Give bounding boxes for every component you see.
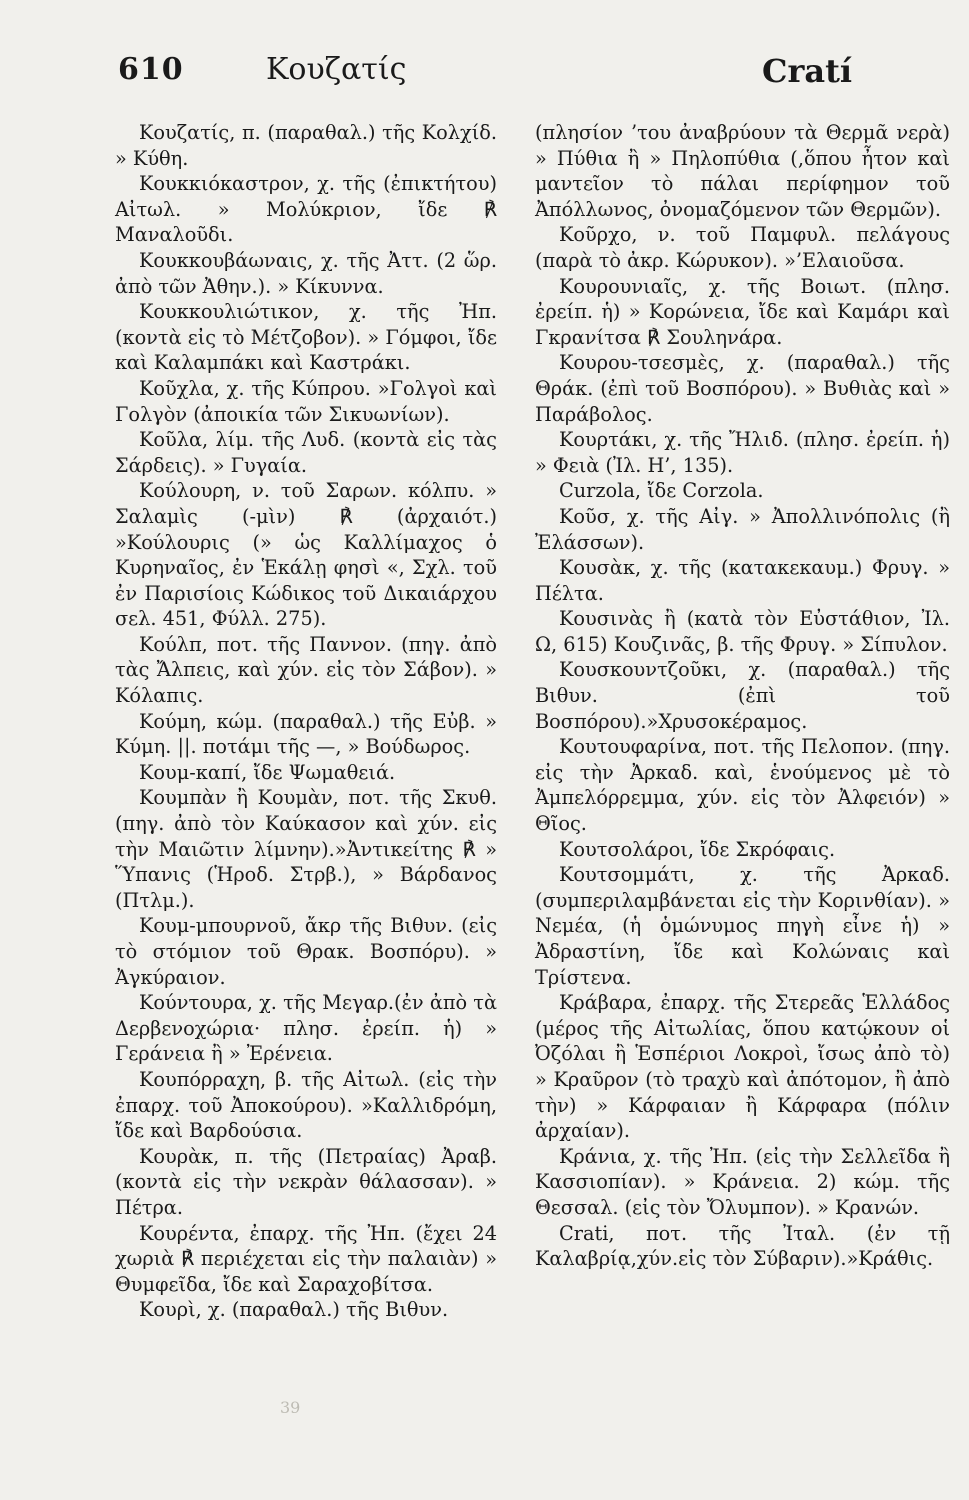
entry: Crati, ποτ. τῆς Ἰταλ. (ἐν τῇ Καλαβρίᾳ,χύν.εἰς τὸν Σύβαριν).»Κράθις. (535, 1221, 950, 1271)
entry: Κουπόρραχη, β. τῆς Αἰτωλ. (εἰς τὴν ἐπαρχ. τοῦ Ἀποκούρου). »Καλλιδρόμη, ἴδε καὶ Βαρδούσια. (115, 1067, 497, 1143)
entry: Κούλπ, ποτ. τῆς Παννον. (πηγ. ἀπὸ τὰς Ἄλπεις, καὶ χύν. εἰς τὸν Σάβον). » Κόλαπις. (115, 632, 497, 708)
entry: Κουκκουβάωναις, χ. τῆς Ἀττ. (2 ὥρ. ἀπὸ τῶν Ἀθην.). » Κίκυννα. (115, 248, 497, 298)
page-number: 610 (118, 52, 184, 87)
entry: Κουσκουντζοῦκι, χ. (παραθαλ.) τῆς Βιθυν. (ἐπὶ τοῦ Βοσπόρου).»Χρυσοκέραμος. (535, 658, 950, 733)
entry: Κουμ-μπουρνοῦ, ἄκρ τῆς Βιθυν. (εἰς τὸ στόμιον τοῦ Θρακ. Βοσπόρυ). » Ἀγκύραιον. (115, 914, 497, 989)
entry: Κουρου-τσεσμὲς, χ. (παραθαλ.) τῆς Θράκ. (ἐπὶ τοῦ Βοσπόρου). » Βυθιὰς καὶ » Παράβολος. (535, 351, 950, 426)
left-running-head: Κουζατίς (266, 52, 407, 87)
entry: Κουρέντα, ἐπαρχ. τῆς Ἠπ. (ἔχει 24 χωριὰ ℟ περιέχεται εἰς τὴν παλαιὰν) » Θυμφεῖδα, ἴδε καὶ Σαραχοβίτσα. (115, 1221, 497, 1296)
entry: Κουσὰκ, χ. τῆς (κατακεκαυμ.) Φρυγ. » Πέλτα. (535, 556, 950, 605)
entry: Κοῦχλα, χ. τῆς Κύπρου. »Γολγοὶ καὶ Γολγὸν (ἀποικία τῶν Σικυωνίων). (115, 376, 497, 426)
entry: Κουμπὰν ἢ Κουμὰν, ποτ. τῆς Σκυθ. (πηγ. ἀπὸ τὸν Καύκασον καὶ χύν. εἰς τὴν Μαιῶτιν λίμνην).»Ἀντικείτης ℟ » Ὕπανις (Ἡροδ. Στρβ.), » Βάρδανος (Πτλμ.). (115, 786, 497, 912)
entry: Κουτουφαρίνα, ποτ. τῆς Πελοπον. (πηγ. εἰς τὴν Ἀρκαδ. καὶ, ἑνούμενος μὲ τὸ Ἀμπελόρρεμμα, χύν. εἰς τὸν Ἀλφειόν) » Θῖος. (535, 735, 950, 836)
entry: Κουρουνιαῖς, χ. τῆς Βοιωτ. (πλησ. ἐρείπ. ἡ) » Κορώνεια, ἴδε καὶ Καμάρι καὶ Γκρανίτσα ℟ Σουληνάρα. (535, 274, 950, 349)
entry: Κοῦσ, χ. τῆς Αἰγ. » Ἀπολλινόπολις (ἢ Ἐλάσσων). (535, 504, 950, 554)
entry: Κουκκιόκαστρον, χ. τῆς (ἐπικτήτου) Αἰτωλ. » Μολύκριον, ἴδε ℟ Μαναλοῦδι. (115, 172, 497, 247)
entry: Κουρτάκι, χ. τῆς Ἤλιδ. (πλησ. ἐρείπ. ἡ) » Φειὰ (Ἰλ. Η’, 135). (535, 428, 950, 477)
entry: Κουρὶ, χ. (παραθαλ.) τῆς Βιθυν. (139, 1298, 449, 1322)
right-running-head: Cratí (762, 52, 852, 90)
entry: Κουτσολάροι, ἴδε Σκρόφαις. (559, 837, 836, 861)
entry: Κούλουρη, ν. τοῦ Σαρων. κόλπυ. » Σαλαμὶς (-μὶν) ℟ (ἀρχαιότ.) »Κούλουρις (» ὡς Καλλίμαχος ὁ Κυρηναῖος, ἐν Ἑκάλῃ φησὶ «, Σχλ. τοῦ ἐν Παρισίοις Κώδικος τοῦ Δικαιάρχου σελ. 451, Φύλλ. 275). (115, 479, 497, 631)
left-column (115, 120, 497, 1323)
entry: Κούντουρα, χ. τῆς Μεγαρ.(ἐν ἀπὸ τὰ Δερβενοχώρια· πλησ. ἐρείπ. ἡ) » Γεράνεια ἢ » Ἐρένεια. (115, 991, 497, 1066)
entry: Κοῦρχο, ν. τοῦ Παμφυλ. πελάγους (παρὰ τὸ ἀκρ. Κώρυκον). »’Ελαιοῦσα. (535, 223, 950, 272)
entry: Κουμ-καπί, ἴδε Ψωμαθειά. (139, 760, 396, 784)
entry: Κουσινὰς ἢ (κατὰ τὸν Εὐστάθιον, Ἰλ. Ω, 615) Κουζινᾶς, β. τῆς Φρυγ. » Σίπυλον. (535, 607, 950, 656)
signature-mark: 39 (280, 1398, 301, 1417)
entry: Κούμη, κώμ. (παραθαλ.) τῆς Εὐβ. » Κύμη. ||. ποτάμι τῆς —, » Βούδωρος. (115, 709, 497, 759)
entry-continuation: (πλησίον ’του ἀναβρύουν τὰ Θερμᾶ νερὰ) » Πύθια ἢ » Πηλοπύθια (,ὅπου ἦτον καὶ μαντεῖον τὸ πάλαι περίφημον τοῦ Ἀπόλλωνος, ὀνομαζόμενον τῶν Θερμῶν). (535, 121, 950, 221)
entry: Curzola, ἴδε Corzola. (559, 479, 764, 503)
entry: Κουρὰκ, π. τῆς (Πετραίας) Ἀραβ. (κοντὰ εἰς τὴν νεκρὰν θάλασσαν). » Πέτρα. (115, 1144, 497, 1219)
entry: Κουκκουλιώτικον, χ. τῆς Ἠπ. (κοντὰ εἰς τὸ Μέτζοβον). » Γόμφοι, ἴδε καὶ Καλαμπάκι καὶ Καστράκι. (115, 300, 497, 375)
entry: Κοῦλα, λίμ. τῆς Λυδ. (κοντὰ εἰς τὰς Σάρδεις). » Γυγαία. (115, 428, 497, 477)
entry: Κουζατίς, π. (παραθαλ.) τῆς Κολχίδ. » Κύθη. (115, 121, 497, 170)
entry: Κράνια, χ. τῆς Ἠπ. (εἰς τὴν Σελλεῖδα ἢ Κασσιοπίαν). » Κράνεια. 2) κώμ. τῆς Θεσσαλ. (εἰς τὸν Ὄλυμπον). » Κρανών. (535, 1144, 950, 1219)
right-column (535, 120, 950, 1272)
entry: Κράβαρα, ἐπαρχ. τῆς Στερεᾶς Ἑλλάδος (μέρος τῆς Αἰτωλίας, ὅπου κατῴκουν οἱ Ὀζόλαι ἢ Ἑσπέριοι Λοκροὶ, ἴσως ἀπὸ τὸ) » Κραῦρον (τὸ τραχὺ καὶ ἀπότομον, ἢ ἀπὸ τὴν) » Κάρφαιαν ἢ Κάρφαρα (πόλιν ἀρχαίαν). (535, 991, 950, 1143)
page-header (118, 52, 852, 100)
entry: Κουτσομμάτι, χ. τῆς Ἀρκαδ. (συμπεριλαμβάνεται εἰς τὴν Κορινθίαν). » Νεμέα, (ἡ ὁμώνυμος πηγὴ εἶνε ἡ) » Ἀδραστίνη, ἴδε καὶ Κολώναις καὶ Τρίστενα. (535, 863, 950, 989)
